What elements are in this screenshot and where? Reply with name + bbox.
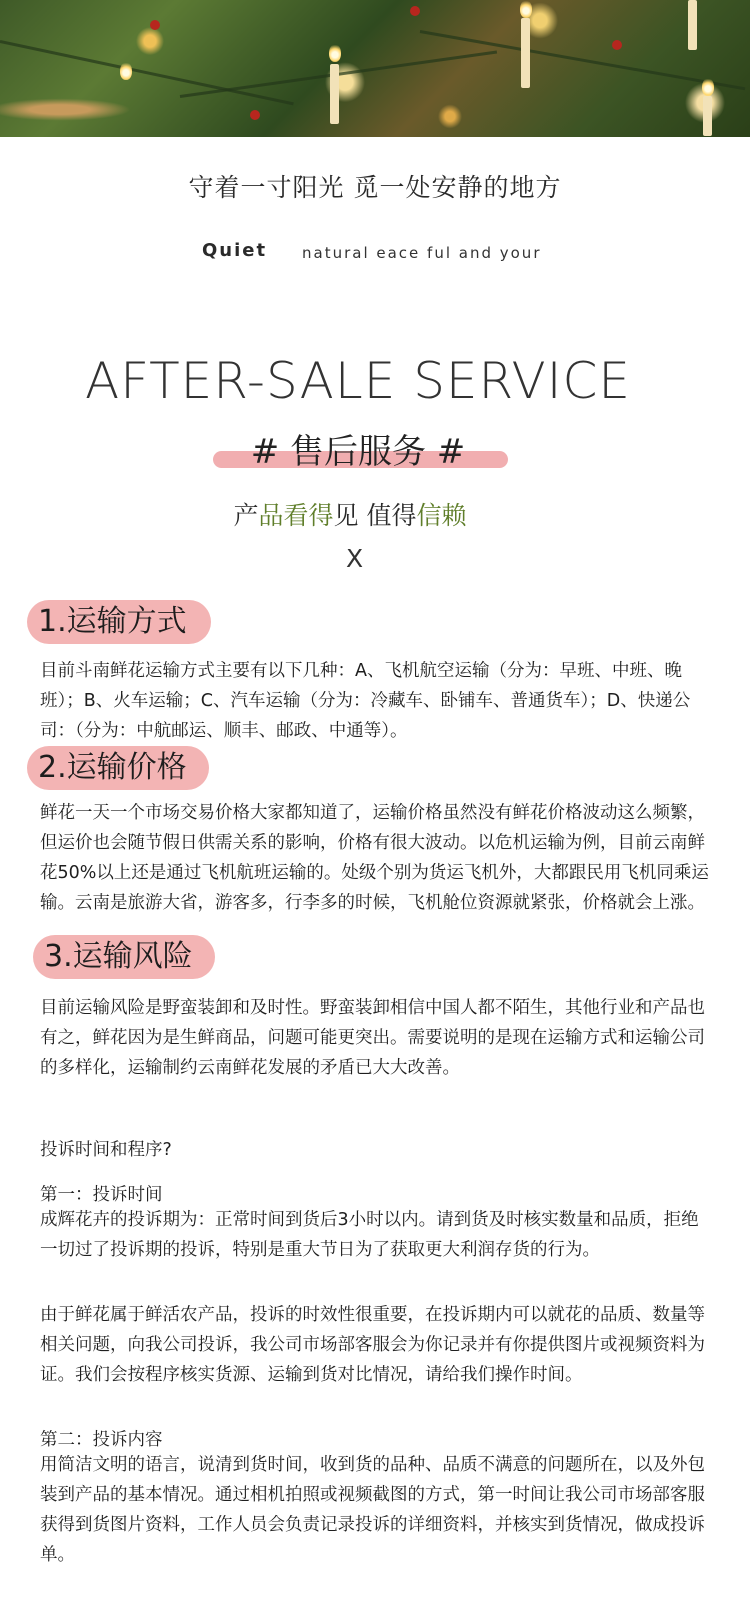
x-mark: X bbox=[346, 544, 364, 573]
section-heading-transport-risk: 3.运输风险 bbox=[33, 935, 215, 979]
complaint-second-body: 用简洁文明的语言，说清到货时间，收到货的品种、品质不满意的问题所在，以及外包装到产品的基本情况。通过相机拍照或视频截图的方式，第一时间让我公司市场部客服获得到货图片资料，工作人员会负责记录投诉的详细资料，并核实到货情况，做成投诉单。 bbox=[40, 1455, 705, 1565]
complaint-first-body: 成辉花卉的投诉期为：正常时间到货后3小时以内。请到货及时核实数量和品质，拒绝一切过了投诉期的投诉，特别是重大节日为了获取更大利润存货的行为。 bbox=[40, 1210, 699, 1260]
complaint-second-title: 第二：投诉内容 bbox=[40, 1430, 163, 1450]
complaint-question: 投诉时间和程序? bbox=[40, 1140, 172, 1160]
slogan bbox=[0, 496, 700, 532]
section-body-transport-price: 鲜花一天一个市场交易价格大家都知道了，运输价格虽然没有鲜花价格波动这么频繁，但运价也会随节假日供需关系的影响，价格有很大波动。以危机运输为例，目前云南鲜花50%以上还是通过飞机航班运输的。处级个别为货运飞机外，大都跟民用飞机同乘运输。云南是旅游大省，游客多，行李多的时候，飞机舱位资源就紧张，价格就会上涨。 bbox=[40, 803, 709, 913]
slogan-part: 产 bbox=[233, 501, 259, 530]
christmas-tree-banner-image bbox=[0, 0, 750, 137]
english-subtitle: natural eace ful and your bbox=[302, 244, 542, 262]
after-sale-chinese-title: # 售后服务 # bbox=[250, 432, 466, 472]
complaint-second-paragraph: 由于鲜花属于鲜活农产品，投诉的时效性很重要，在投诉期内可以就花的品质、数量等相关问题，向我公司投诉，我公司市场部客服会为你记录并有你提供图片或视频资料为证。我们会按程序核实货源、运输到货对比情况，请给我们操作时间。 bbox=[40, 1305, 705, 1385]
complaint-first-title: 第一：投诉时间 bbox=[40, 1185, 163, 1205]
slogan-part: 见 值得 bbox=[333, 501, 417, 530]
section-body-transport-risk: 目前运输风险是野蛮装卸和及时性。野蛮装卸相信中国人都不陌生，其他行业和产品也有之，鲜花因为是生鲜商品，问题可能更突出。需要说明的是现在运输方式和运输公司的多样化，运输制约云南鲜花发展的矛盾已大大改善。 bbox=[40, 998, 705, 1078]
section-heading-transport-method: 1.运输方式 bbox=[27, 600, 211, 644]
section-heading-transport-price: 2.运输价格 bbox=[27, 746, 209, 790]
section-body-transport-method: 目前斗南鲜花运输方式主要有以下几种：A、飞机航空运输（分为：早班、中班、晚班）；B、火车运输；C、汽车运输（分为：冷藏车、卧铺车、普通货车）；D、快递公司：（分为：中航邮运、顺丰、邮政、中通等）。 bbox=[40, 661, 691, 741]
after-sale-english-title: AFTER-SALE SERVICE bbox=[85, 352, 631, 410]
slogan-part-green: 信赖 bbox=[416, 501, 467, 530]
tagline: 守着一寸阳光 觅一处安静的地方 bbox=[188, 173, 562, 202]
slogan-part-green: 品看得 bbox=[258, 501, 334, 530]
quiet-label: Quiet bbox=[202, 240, 268, 261]
